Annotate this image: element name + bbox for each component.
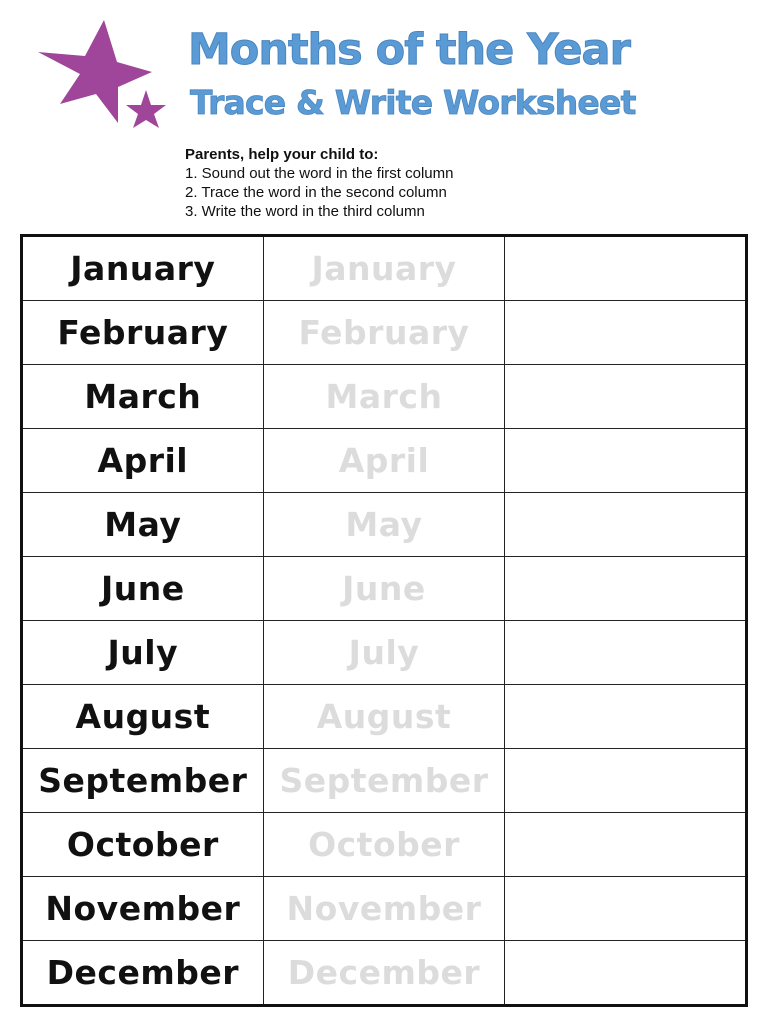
month-trace: August — [263, 685, 505, 749]
month-trace: April — [263, 429, 505, 493]
month-word: December — [22, 941, 264, 1006]
month-write-space[interactable] — [505, 429, 747, 493]
month-word: March — [22, 365, 264, 429]
month-write-space[interactable] — [505, 749, 747, 813]
month-word: January — [22, 236, 264, 301]
month-write-space[interactable] — [505, 877, 747, 941]
month-write-space[interactable] — [505, 301, 747, 365]
month-trace: March — [263, 365, 505, 429]
table-row — [22, 685, 747, 749]
table-row — [22, 301, 747, 365]
month-write-space[interactable] — [505, 236, 747, 301]
month-word: July — [22, 621, 264, 685]
instruction-step: 2. Trace the word in the second column — [185, 184, 447, 201]
table-row — [22, 429, 747, 493]
table-row — [22, 236, 747, 301]
month-word: June — [22, 557, 264, 621]
month-trace: November — [263, 877, 505, 941]
month-write-space[interactable] — [505, 941, 747, 1006]
month-trace: February — [263, 301, 505, 365]
table-row — [22, 749, 747, 813]
month-word: April — [22, 429, 264, 493]
month-word: September — [22, 749, 264, 813]
worksheet-table — [20, 234, 748, 1007]
page-subtitle: Trace & Write Worksheet — [190, 83, 636, 122]
table-row — [22, 621, 747, 685]
month-write-space[interactable] — [505, 557, 747, 621]
month-word: August — [22, 685, 264, 749]
instructions-heading: Parents, help your child to: — [185, 146, 379, 163]
month-trace: July — [263, 621, 505, 685]
month-write-space[interactable] — [505, 493, 747, 557]
instructions — [185, 145, 453, 221]
month-trace: January — [263, 236, 505, 301]
table-row — [22, 813, 747, 877]
table-row — [22, 877, 747, 941]
month-trace: May — [263, 493, 505, 557]
page-title: Months of the Year — [188, 25, 630, 75]
month-word: November — [22, 877, 264, 941]
month-word: May — [22, 493, 264, 557]
table-row — [22, 493, 747, 557]
month-write-space[interactable] — [505, 813, 747, 877]
worksheet-body — [22, 236, 747, 1006]
table-row — [22, 557, 747, 621]
table-row — [22, 365, 747, 429]
table-row — [22, 941, 747, 1006]
instruction-step: 3. Write the word in the third column — [185, 203, 425, 220]
instructions-list — [185, 164, 453, 221]
month-write-space[interactable] — [505, 621, 747, 685]
month-word: October — [22, 813, 264, 877]
month-write-space[interactable] — [505, 685, 747, 749]
month-word: February — [22, 301, 264, 365]
month-trace: June — [263, 557, 505, 621]
month-trace: December — [263, 941, 505, 1006]
star-icon — [30, 16, 170, 132]
month-trace: September — [263, 749, 505, 813]
instruction-step: 1. Sound out the word in the first column — [185, 165, 454, 182]
month-trace: October — [263, 813, 505, 877]
small-star-icon — [126, 90, 166, 128]
month-write-space[interactable] — [505, 365, 747, 429]
